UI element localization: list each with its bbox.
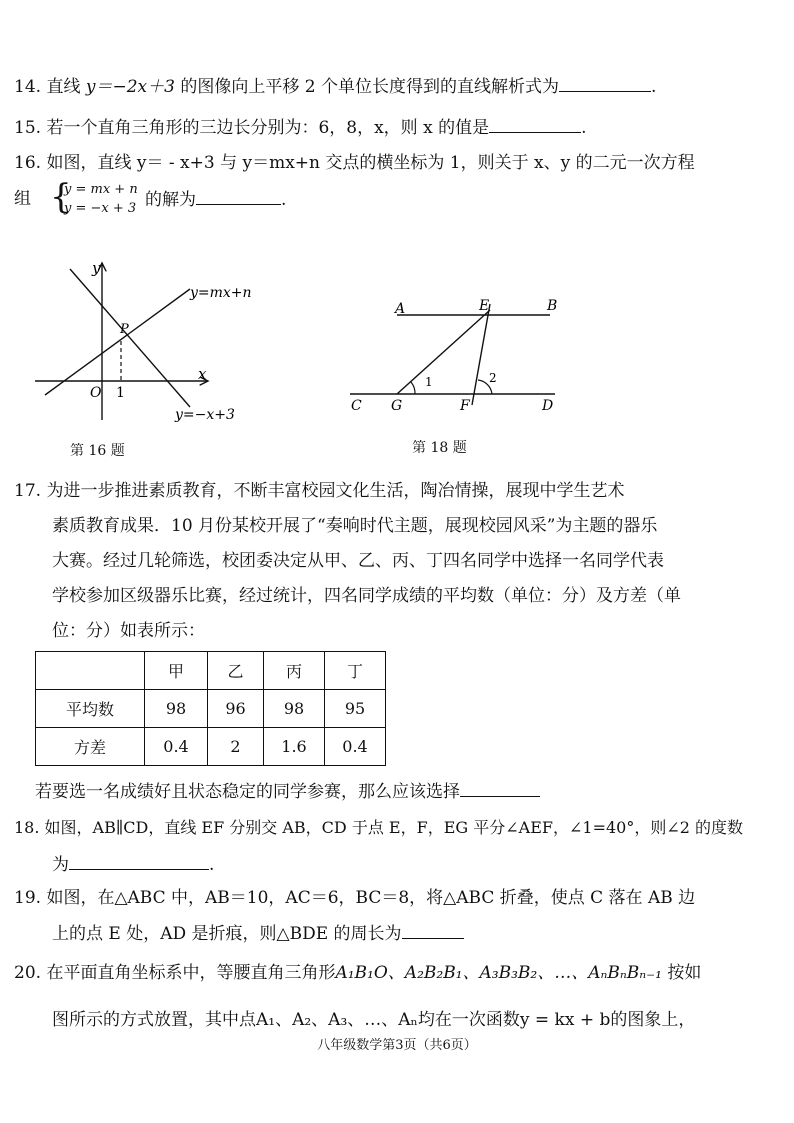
period: . — [281, 190, 287, 210]
question-17-prompt — [35, 780, 540, 803]
angle-1-label: 1 — [425, 375, 433, 389]
point-d-label: D — [542, 398, 554, 414]
question-text: 直线 — [46, 77, 86, 97]
intersection-label: P — [120, 322, 129, 337]
equation-system — [64, 180, 138, 218]
table-cell: 1.6 — [264, 728, 325, 766]
question-number: 20. — [14, 963, 42, 983]
point-a-label: A — [395, 301, 406, 317]
question-14 — [14, 75, 656, 98]
question-number: 17. — [14, 481, 42, 501]
answer-blank[interactable] — [402, 922, 464, 939]
table-cell: 2 — [208, 728, 264, 766]
y-axis-label: y — [92, 259, 101, 277]
figure-18-caption: 第 18 题 — [412, 440, 467, 456]
table-row-label: 方差 — [36, 728, 145, 766]
question-20 — [14, 962, 701, 984]
table-cell: 0.4 — [145, 728, 208, 766]
question-text: 的图像向上平移 2 个单位长度得到的直线解析式为 — [174, 77, 559, 97]
question-text: 上的点 E 处，AD 是折痕，则△BDE 的周长为 — [52, 924, 402, 944]
question-number: 19. — [14, 888, 42, 908]
point-c-label: C — [351, 398, 362, 414]
score-table — [35, 651, 386, 766]
question-text: 若要选一名成绩好且状态稳定的同学参赛，那么应该选择 — [35, 782, 460, 802]
question-17-line: 学校参加区级器乐比赛，经过统计，四名同学成绩的平均数（单位：分）及方差（单 — [52, 586, 681, 606]
answer-blank[interactable] — [559, 75, 651, 92]
table-header-cell: 甲 — [145, 652, 208, 690]
equation-1: y = mx + n — [64, 182, 138, 197]
point-e-label: E — [479, 298, 490, 314]
line-y-neg-x-plus-3 — [70, 269, 190, 407]
table-cell: 96 — [208, 690, 264, 728]
table-cell: 0.4 — [325, 728, 386, 766]
answer-blank[interactable] — [69, 853, 209, 870]
line-y-mx-plus-n — [45, 289, 190, 395]
table-header-cell — [36, 652, 145, 690]
answer-blank[interactable] — [460, 780, 540, 797]
question-text: 在平面直角坐标系中，等腰直角三角形 — [46, 963, 336, 983]
question-17-line: 位：分）如表所示： — [52, 621, 205, 641]
table-header-cell: 丙 — [264, 652, 325, 690]
system-brace: { — [50, 177, 72, 217]
page-footer: 八年级数学第3页（共6页） — [317, 1038, 477, 1053]
question-text: 如图，AB∥CD，直线 EF 分别交 AB，CD 于点 E，F，EG 平分∠AEF，∠1=40°，则∠2 的度数 — [44, 818, 744, 837]
question-20-line2: 图所示的方式放置，其中点A₁、A₂、A₃、…、Aₙ均在一次函数y = kx + b的图象上， — [52, 1010, 696, 1030]
x-axis-label: x — [198, 365, 207, 383]
question-number: 15. — [14, 118, 42, 138]
question-text: 组 — [14, 189, 31, 209]
table-header-cell: 乙 — [208, 652, 264, 690]
question-17-line: 素质教育成果．10 月份某校开展了“奏响时代主题，展现校园风采”为主题的器乐 — [52, 516, 658, 536]
question-number: 16. — [14, 153, 42, 173]
figure-18 — [345, 290, 575, 420]
question-15 — [14, 116, 586, 139]
table-row — [36, 690, 386, 728]
table-cell: 98 — [145, 690, 208, 728]
angle-2-label: 2 — [489, 371, 497, 385]
answer-blank[interactable] — [489, 116, 581, 133]
period: . — [581, 118, 587, 138]
figure-16 — [30, 255, 270, 425]
question-17-line: 大赛。经过几轮筛选，校团委决定从甲、乙、丙、丁四名同学中选择一名同学代表 — [52, 551, 664, 571]
question-16 — [14, 152, 695, 174]
table-header-cell: 丁 — [325, 652, 386, 690]
question-text: 为 — [52, 855, 69, 875]
question-19 — [14, 887, 695, 909]
question-16-line2 — [14, 188, 31, 210]
question-number: 18. — [14, 818, 40, 837]
period: . — [650, 77, 657, 97]
question-18 — [14, 817, 743, 839]
period: . — [209, 855, 215, 875]
table-row — [36, 728, 386, 766]
question-text: 如图，在△ABC 中，AB＝10，AC＝6，BC＝8，将△ABC 折叠，使点 C 落在 AB 边 — [46, 888, 696, 908]
question-text: 按如 — [661, 963, 702, 983]
tick-label: 1 — [116, 385, 125, 401]
equation-2: y = −x + 3 — [64, 201, 137, 216]
table-row-label: 平均数 — [36, 690, 145, 728]
table-cell: 95 — [325, 690, 386, 728]
table-cell: 98 — [264, 690, 325, 728]
angle-1-arc — [411, 382, 415, 394]
figure-16-caption: 第 16 题 — [70, 443, 125, 459]
line-a-label: y=mx+n — [190, 285, 252, 301]
question-16-answer — [145, 188, 286, 211]
origin-label: O — [90, 385, 102, 401]
line-b-label: y=−x+3 — [175, 407, 235, 423]
question-17 — [14, 480, 624, 502]
expression: y＝−2x＋3 — [85, 77, 175, 97]
point-g-label: G — [391, 398, 403, 414]
question-text: 为进一步推进素质教育，不断丰富校园文化生活，陶冶情操，展现中学生艺术 — [46, 481, 625, 501]
point-b-label: B — [547, 298, 558, 314]
question-text: 的解为 — [145, 190, 196, 210]
line-ef — [472, 304, 490, 405]
question-19-line2 — [52, 922, 464, 945]
table-header-row — [36, 652, 386, 690]
question-text: 如图，直线 y＝ - x+3 与 y＝mx+n 交点的横坐标为 1，则关于 x、y 的二元一次方程 — [46, 153, 695, 173]
question-18-line2 — [52, 853, 214, 876]
point-f-label: F — [460, 398, 470, 414]
question-text: 若一个直角三角形的三边长分别为：6，8，x，则 x 的值是 — [46, 118, 490, 138]
answer-blank[interactable] — [196, 188, 281, 205]
triangle-list: A₁B₁O、A₂B₂B₁、A₃B₃B₂、…、AₙBₙBₙ₋₁ — [335, 963, 662, 983]
question-number: 14. — [14, 77, 42, 97]
